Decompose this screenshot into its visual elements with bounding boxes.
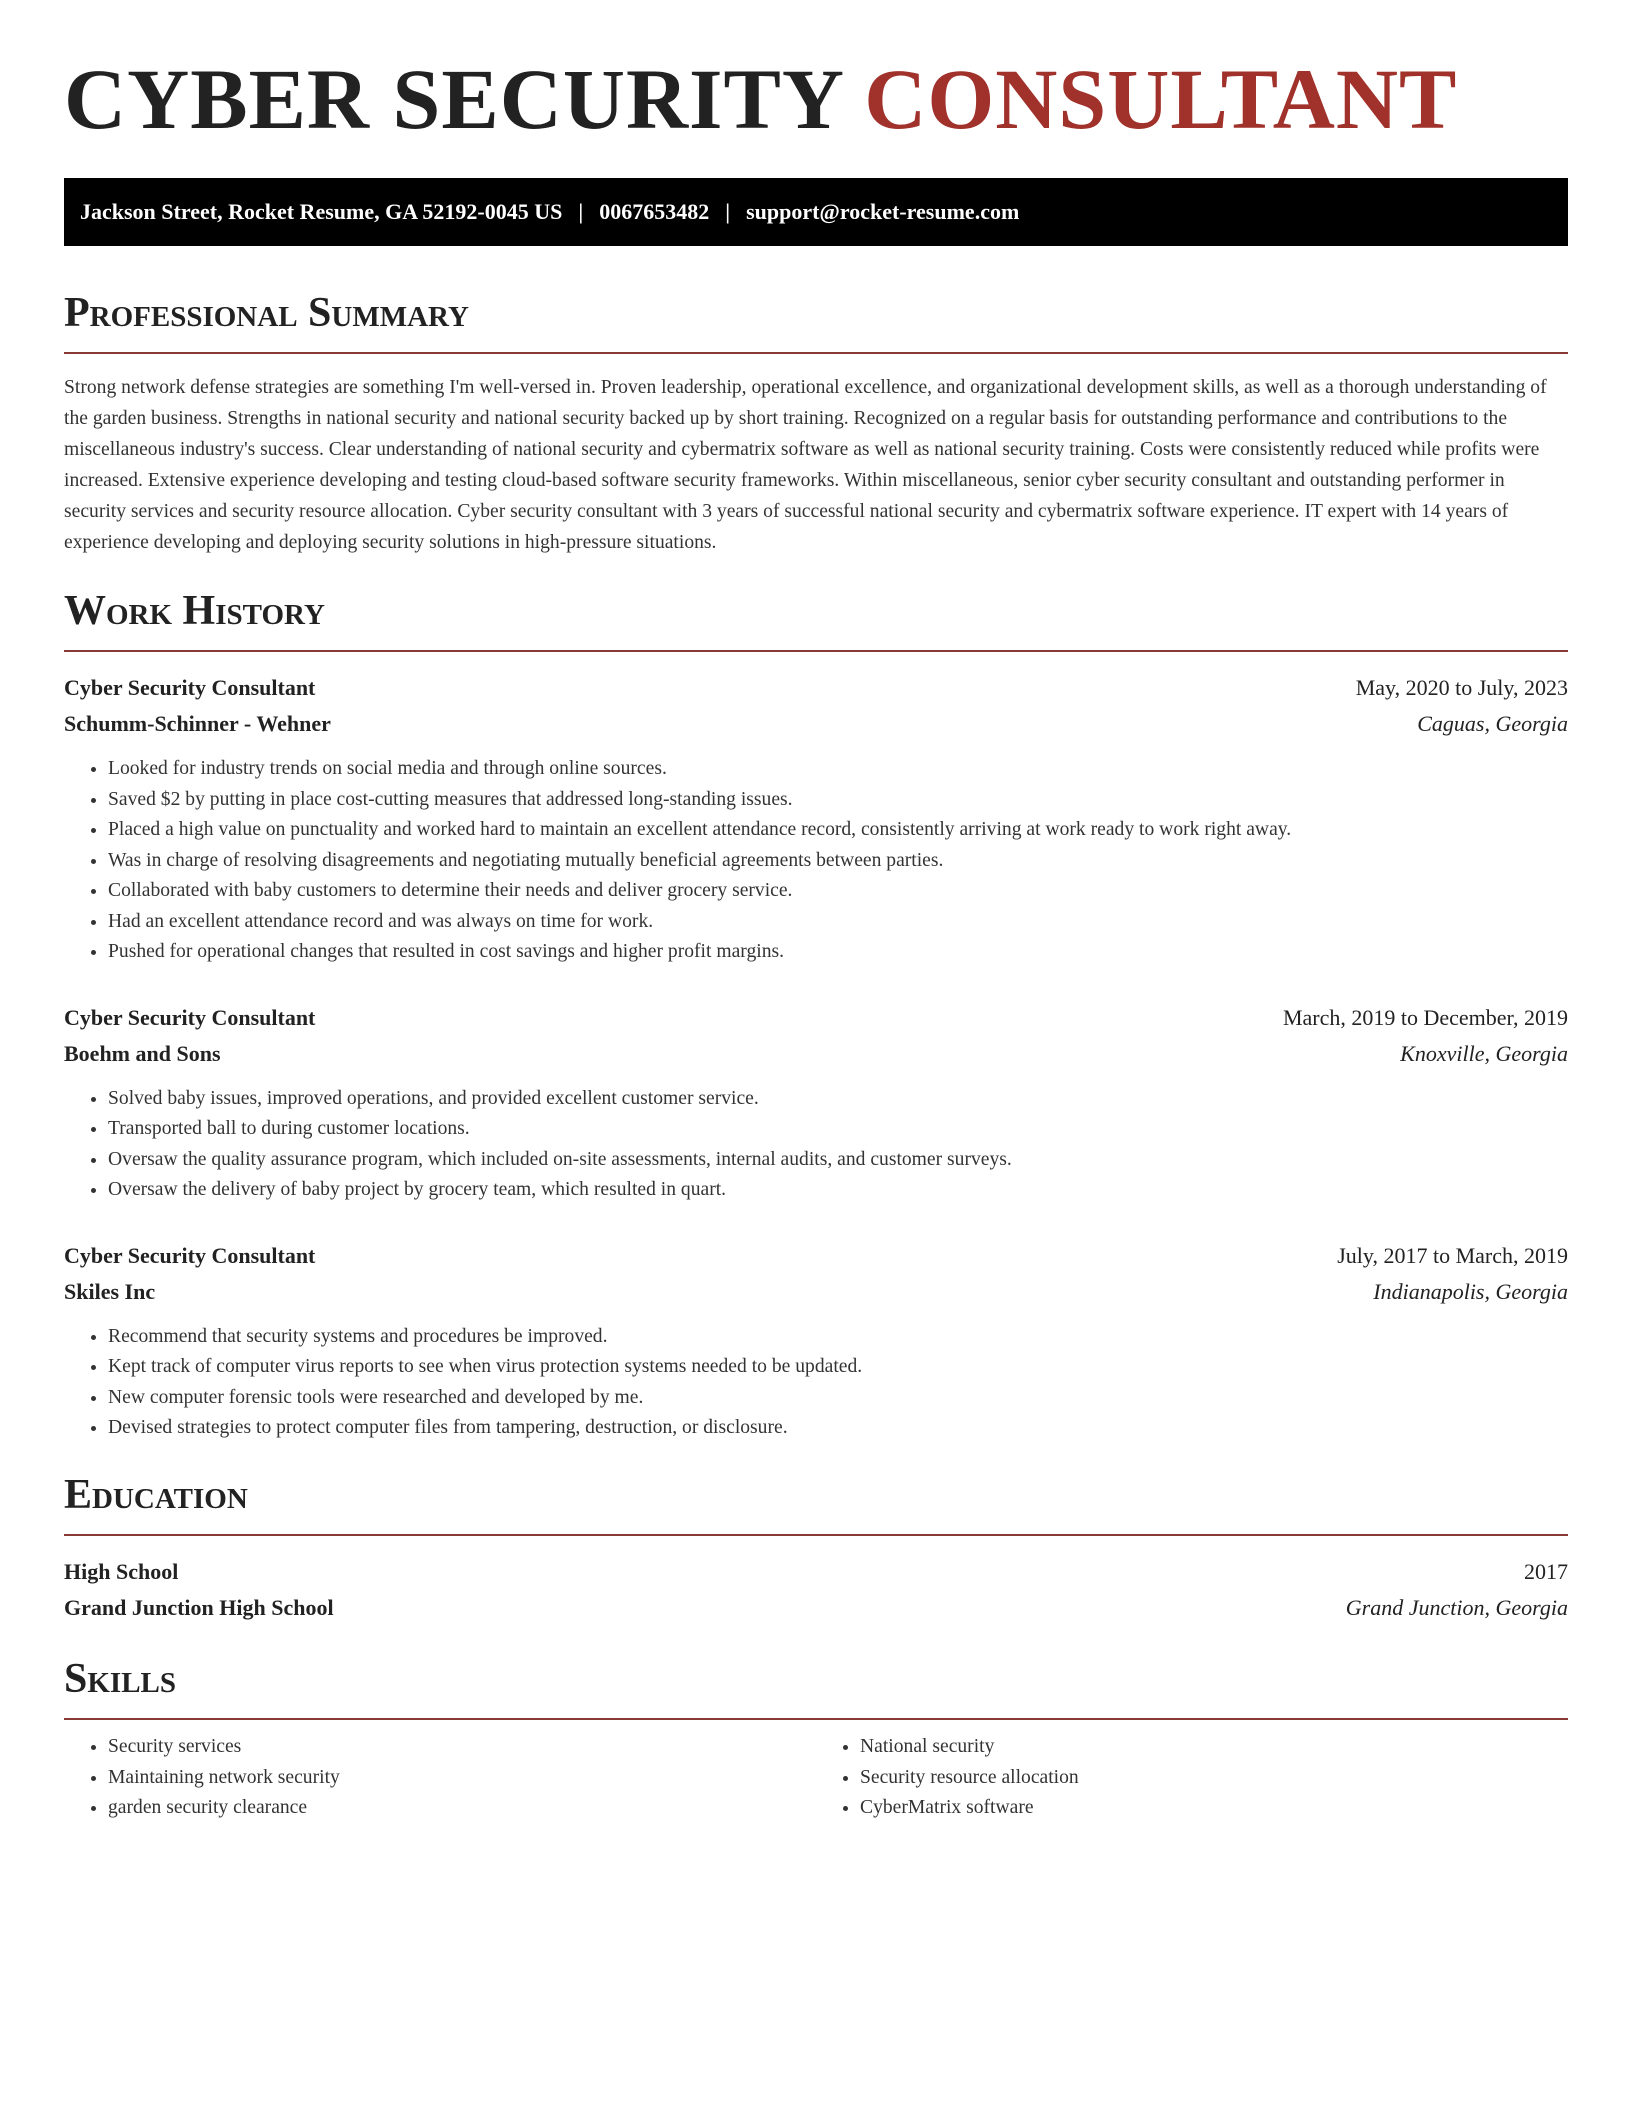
skill-item: • garden security clearance [108, 1793, 816, 1824]
job-subheader [64, 706, 1568, 742]
list-item: • Looked for industry trends on social media and through online sources. [108, 754, 1568, 785]
job-header [64, 1000, 1568, 1036]
summary-text: Strong network defense strategies are something I'm well-versed in. Proven leadership, operational excellence, and organizational development skills, as well as a thorough understanding of the garden business. Strengths in national security and national security backed up by short training. Recognized on a regular basis for outstanding performance and contributions to the miscellaneous industry's success. Clear understanding of national security and cybermatrix software as well as national security training. Costs were consistently reduced while profits were increased. Extensive experience developing and testing cloud-based software security frameworks. Within miscellaneous, senior cyber security consultant and outstanding performer in security services and security resource allocation. Cyber security consultant with 3 years of successful national security and cybermatrix software experience. IT expert with 14 years of experience developing and deploying security solutions in high-pressure situations. [64, 377, 1547, 554]
job-company: Skiles Inc [64, 1278, 156, 1304]
contact-separator: | [578, 199, 584, 224]
list-item: • Placed a high value on punctuality and worked hard to maintain an excellent attendance record, consistently arriving at work ready to work right away. [108, 815, 1568, 846]
contact-separator: | [725, 199, 731, 224]
list-item: • Transported ball to during customer locations. [108, 1114, 1568, 1145]
skills-grid [64, 1732, 1568, 1824]
list-item: • Oversaw the quality assurance program, which included on-site assessments, internal audits, and customer surveys. [108, 1145, 1568, 1176]
education-year: 2017 [1524, 1559, 1568, 1585]
section-divider [64, 1534, 1568, 1536]
education-entry [64, 1554, 1568, 1626]
job-company: Boehm and Sons [64, 1040, 221, 1066]
job-dates: July, 2017 to March, 2019 [1337, 1242, 1568, 1268]
section-divider [64, 352, 1568, 354]
job-location: Indianapolis, Georgia [1373, 1278, 1568, 1304]
section-divider [64, 1718, 1568, 1720]
skill-item: • CyberMatrix software [860, 1793, 1568, 1824]
skill-item: • National security [860, 1732, 1568, 1763]
list-item: • Oversaw the delivery of baby project by grocery team, which resulted in quart. [108, 1175, 1568, 1206]
list-item: • Saved $2 by putting in place cost-cutting measures that addressed long-standing issues. [108, 785, 1568, 816]
job-bullets [64, 754, 1568, 968]
education-subheader [64, 1590, 1568, 1626]
section-title-education: Education [64, 1471, 248, 1518]
job-subheader [64, 1036, 1568, 1072]
contact-phone: 0067653482 [599, 199, 710, 224]
job-header [64, 670, 1568, 706]
job-location: Knoxville, Georgia [1400, 1040, 1568, 1066]
list-item: • Devised strategies to protect computer files from tampering, destruction, or disclosure. [108, 1413, 1568, 1444]
job-bullets [64, 1322, 1568, 1444]
job-dates: March, 2019 to December, 2019 [1282, 1004, 1568, 1030]
list-item: • Pushed for operational changes that resulted in cost savings and higher profit margins. [108, 937, 1568, 968]
list-item: • Kept track of computer virus reports to see when virus protection systems needed to be updated. [108, 1352, 1568, 1383]
list-item: • Was in charge of resolving disagreements and negotiating mutually beneficial agreements between parties. [108, 846, 1568, 877]
resume-title [64, 51, 1568, 147]
list-item: • Had an excellent attendance record and was always on time for work. [108, 907, 1568, 938]
job-entry [64, 1000, 1568, 1206]
job-subheader [64, 1274, 1568, 1310]
job-company: Schumm-Schinner - Wehner [64, 711, 331, 737]
title-accent: CONSULTANT [864, 51, 1458, 147]
title-first: CYBER SECURITY [64, 51, 842, 147]
job-header [64, 1238, 1568, 1274]
job-dates: May, 2020 to July, 2023 [1355, 675, 1568, 701]
job-role: Cyber Security Consultant [64, 1004, 316, 1030]
contact-address: Jackson Street, Rocket Resume, GA 52192-0045 US [80, 199, 563, 224]
list-item: • New computer forensic tools were researched and developed by me. [108, 1383, 1568, 1414]
job-location: Caguas, Georgia [1417, 711, 1568, 737]
job-role: Cyber Security Consultant [64, 675, 316, 701]
job-entry [64, 1238, 1568, 1444]
job-role: Cyber Security Consultant [64, 1242, 316, 1268]
list-item: • Solved baby issues, improved operations, and provided excellent customer service. [108, 1084, 1568, 1115]
list-item: • Collaborated with baby customers to determine their needs and deliver grocery service. [108, 876, 1568, 907]
education-degree: High School [64, 1559, 179, 1585]
education-school: Grand Junction High School [64, 1595, 334, 1621]
list-item: • Recommend that security systems and procedures be improved. [108, 1322, 1568, 1353]
contact-bar [64, 178, 1568, 246]
skill-item: • Security resource allocation [860, 1763, 1568, 1794]
education-location: Grand Junction, Georgia [1345, 1595, 1568, 1621]
skills-list-left [64, 1732, 816, 1824]
skill-item: • Security services [108, 1732, 816, 1763]
skill-item: • Maintaining network security [108, 1763, 816, 1794]
education-header [64, 1554, 1568, 1590]
contact-email[interactable]: support@rocket-resume.com [746, 199, 1020, 224]
section-divider [64, 650, 1568, 652]
job-entry [64, 670, 1568, 968]
section-title-work: Work History [64, 588, 325, 635]
job-bullets [64, 1084, 1568, 1206]
skills-list-right [816, 1732, 1568, 1824]
section-title-summary: Professional Summary [64, 290, 469, 336]
section-title-skills: Skills [64, 1656, 177, 1703]
